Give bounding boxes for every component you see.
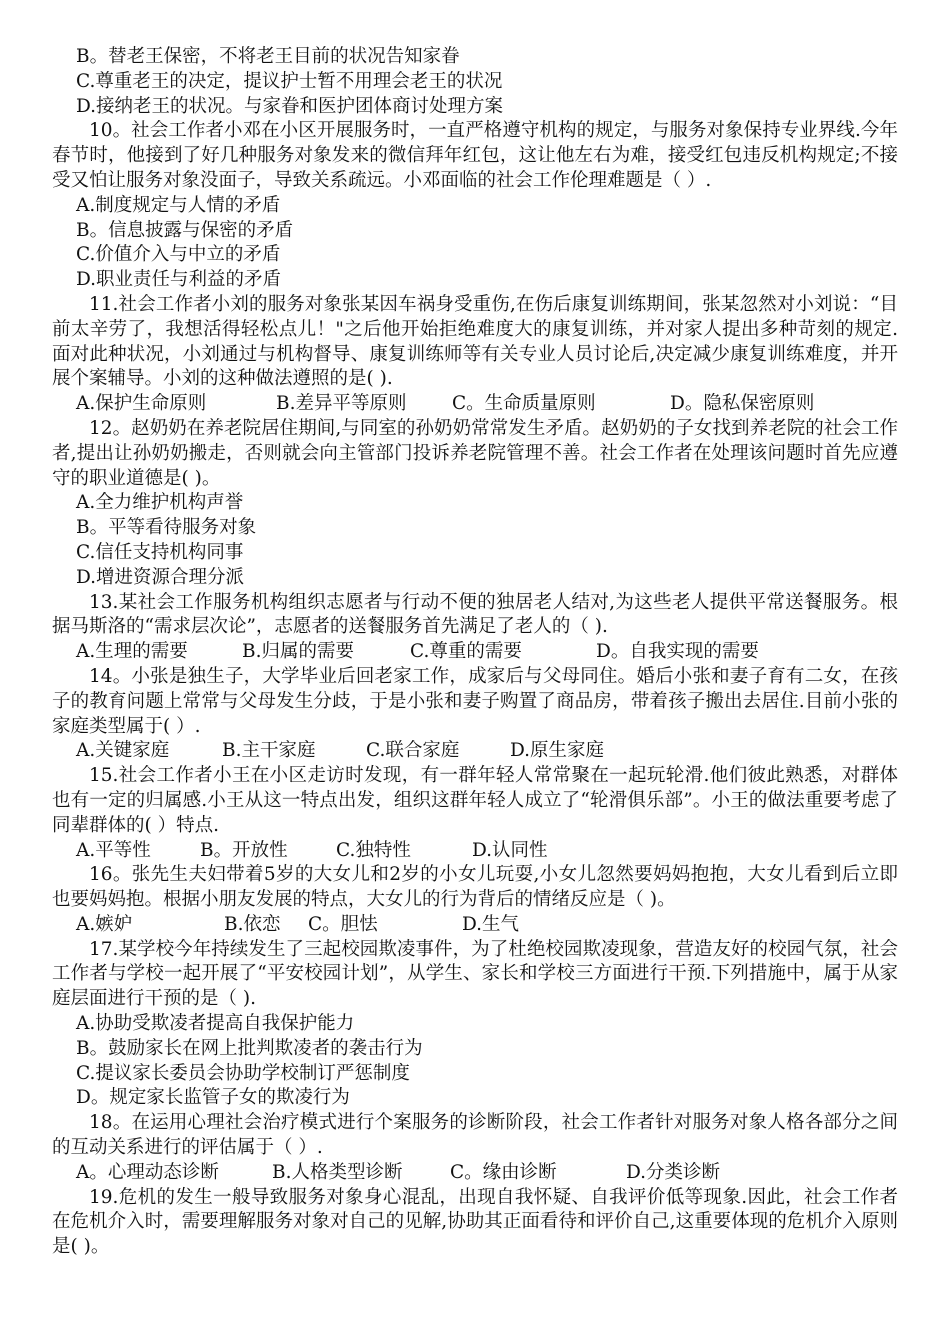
q10-option-d: D.职业责任与利益的矛盾 bbox=[76, 269, 282, 291]
q17-stem: 17.某学校今年持续发生了三起校园欺凌事件，为了杜绝校园欺凌现象，营造友好的校园气氛，社会工作者与学校一起开展了“平安校园计划”，从学生、家长和学校三方面进行干预.下列措施中，属于从家庭层面进行干预的是（ ). bbox=[52, 938, 898, 1010]
q15-option-c: C.独特性 bbox=[336, 839, 411, 861]
q15-stem: 15.社会工作者小王在小区走访时发现，有一群年轻人常常聚在一起玩轮滑.他们彼此熟悉，对群体也有一定的归属感.小王从这一特点出发，组织这群年轻人成立了“轮滑俱乐部”。小王的做法重要考虑了同辈群体的( ）特点. bbox=[52, 765, 898, 836]
q14-option-d: D.原生家庭 bbox=[510, 740, 605, 762]
q12-option-a: A.全力维护机构声誉 bbox=[76, 492, 244, 514]
q10-option-a: A.制度规定与人情的矛盾 bbox=[76, 194, 281, 216]
q13-stem: 13.某社会工作服务机构组织志愿者与行动不便的独居老人结对,为这些老人提供平常送餐服务。根据马斯洛的“需求层次论”，志愿者的送餐服务首先满足了老人的（ ). bbox=[52, 591, 898, 638]
q17-option-d: D。规定家长监管子女的欺凌行为 bbox=[76, 1087, 350, 1109]
q12-option-c: C.信任支持机构同事 bbox=[76, 541, 244, 563]
q15-option-d: D.认同性 bbox=[472, 839, 548, 861]
q15-option-b: B。开放性 bbox=[200, 839, 288, 861]
q15-option-a: A.平等性 bbox=[76, 839, 151, 861]
q16-option-d: D.生气 bbox=[462, 913, 520, 935]
q13-option-a: A.生理的需要 bbox=[76, 641, 188, 663]
q14-option-c: C.联合家庭 bbox=[366, 740, 460, 762]
q12-stem: 12。赵奶奶在养老院居住期间,与同室的孙奶奶常常发生矛盾。赵奶奶的子女找到养老院的社会工作者,提出让孙奶奶搬走，否则就会向主管部门投诉养老院管理不善。社会工作者在处理该问题时首先应遵守的职业道德是( )。 bbox=[52, 417, 898, 489]
q11-stem: 11.社会工作者小刘的服务对象张某因车祸身受重伤,在伤后康复训练期间，张某忽然对小刘说：“目前太辛劳了，我想活得轻松点儿！"之后他开始拒绝难度大的康复训练，并对家人提出多种苛刻的规定.面对此种状况，小刘通过与机构督导、康复训练师等有关专业人员讨论后,决定减少康复训练难度，并开展个案辅导。小刘的这种做法遵照的是( ). bbox=[52, 293, 898, 390]
q18-options bbox=[52, 1161, 898, 1186]
q13-option-d: D。自我实现的需要 bbox=[596, 641, 759, 663]
q12-option-d: D.增进资源合理分派 bbox=[76, 566, 245, 588]
q13-option-b: B.归属的需要 bbox=[242, 641, 354, 663]
q16-option-a: A.嫉妒 bbox=[76, 913, 133, 935]
q10-option-b: B。信息披露与保密的矛盾 bbox=[76, 219, 294, 241]
q17-option-c: C.提议家长委员会协助学校制订严惩制度 bbox=[76, 1062, 410, 1084]
q18-option-b: B.人格类型诊断 bbox=[272, 1161, 403, 1183]
q10-option-c: C.价值介入与中立的矛盾 bbox=[76, 244, 281, 266]
q18-option-a: A。心理动态诊断 bbox=[76, 1161, 219, 1183]
q17-option-a: A.协助受欺凌者提高自我保护能力 bbox=[76, 1013, 355, 1035]
q11-option-a: A.保护生命原则 bbox=[76, 393, 207, 415]
q14-stem: 14。小张是独生子，大学毕业后回老家工作，成家后与父母同住。婚后小张和妻子育有二女，在孩子的教育问题上常常与父母发生分歧，于是小张和妻子购置了商品房，带着孩子搬出去居住.目前小张的家庭类型属于( ）. bbox=[52, 665, 898, 737]
q9-option-d: D.接纳老王的状况。与家眷和医护团体商讨处理方案 bbox=[76, 95, 504, 117]
q16-stem: 16。张先生夫妇带着5岁的大女儿和2岁的小女儿玩耍,小女儿忽然要妈妈抱抱，大女儿看到后立即也要妈妈抱。根据小朋友发展的特点，大女儿的行为背后的情绪反应是（ )。 bbox=[52, 864, 898, 911]
q16-options bbox=[52, 913, 898, 938]
q14-option-a: A.关键家庭 bbox=[76, 740, 170, 762]
q17-option-b: B。鼓励家长在网上批判欺凌者的袭击行为 bbox=[76, 1037, 423, 1059]
q18-stem: 18。在运用心理社会治疗模式进行个案服务的诊断阶段，社会工作者针对服务对象人格各部分之间的互动关系进行的评估属于（ ）. bbox=[52, 1112, 898, 1159]
q11-option-c: C。生命质量原则 bbox=[452, 393, 596, 415]
q11-option-b: B.差异平等原则 bbox=[276, 393, 407, 415]
q16-option-c: C。胆怯 bbox=[308, 913, 378, 935]
q18-option-c: C。缘由诊断 bbox=[450, 1161, 557, 1183]
q18-option-d: D.分类诊断 bbox=[626, 1161, 721, 1183]
q9-option-b: B。替老王保密，不将老王目前的状况告知家眷 bbox=[76, 46, 460, 67]
q10-stem: 10。社会工作者小邓在小区开展服务时，一直严格遵守机构的规定，与服务对象保持专业界线.今年春节时，他接到了好几种服务对象发来的微信拜年红包，这让他左右为难，接受红包违反机构规定;不接受又怕让服务对象没面子，导致关系疏远。小邓面临的社会工作伦理难题是（ ）. bbox=[52, 120, 898, 191]
q16-option-b: B.依恋 bbox=[224, 913, 281, 935]
q19-stem: 19.危机的发生一般导致服务对象身心混乱，出现自我怀疑、自我评价低等现象.因此，社会工作者在危机介入时，需要理解服务对象对自己的见解,协助其正面看待和评价自己,这重要体现的危机介入原则是( )。 bbox=[52, 1186, 898, 1258]
q14-option-b: B.主干家庭 bbox=[222, 740, 316, 762]
q15-options bbox=[52, 839, 898, 864]
q12-option-b: B。平等看待服务对象 bbox=[76, 517, 257, 539]
q14-options bbox=[52, 739, 898, 764]
q11-options bbox=[52, 392, 898, 417]
q11-option-d: D。隐私保密原则 bbox=[670, 393, 815, 415]
q13-options bbox=[52, 640, 898, 665]
q9-option-c: C.尊重老王的决定，提议护士暂不用理会老王的状况 bbox=[76, 70, 503, 92]
q13-option-c: C.尊重的需要 bbox=[410, 641, 522, 663]
